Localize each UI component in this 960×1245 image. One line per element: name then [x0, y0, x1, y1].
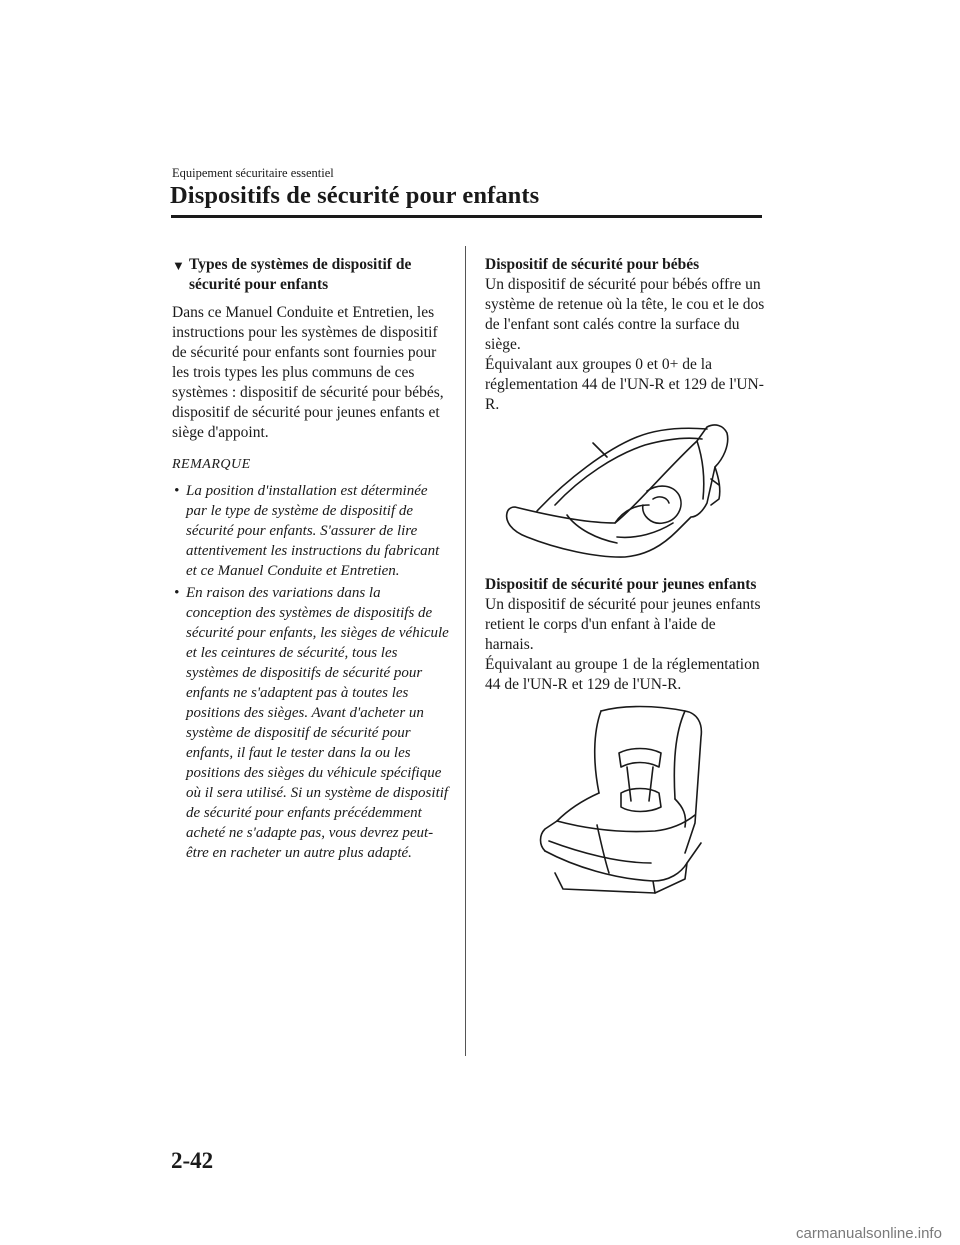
section-label: Equipement sécuritaire essentiel — [172, 166, 334, 180]
sub-heading-text: Types de systèmes de dispositif de sécurité pour enfants — [189, 256, 412, 293]
page-number: 2-42 — [171, 1148, 214, 1173]
right-column — [485, 255, 765, 897]
child-seat-description: Un dispositif de sécurité pour jeunes enfants retient le corps d'un enfant à l'aide de harnais. — [485, 596, 761, 653]
infant-seat-illustration — [497, 419, 733, 561]
page-title: Dispositifs de sécurité pour enfants — [170, 182, 540, 209]
sub-heading — [172, 255, 450, 295]
child-seat-equivalence: Équivalant au groupe 1 de la réglementation 44 de l'UN-R et 129 de l'UN-R. — [485, 656, 760, 693]
child-seat-heading: Dispositif de sécurité pour jeunes enfants — [485, 576, 757, 593]
watermark[interactable]: carmanualsonline.info — [796, 1225, 942, 1242]
note-list — [172, 481, 450, 863]
bullet-icon: • — [174, 585, 180, 601]
bullet-icon: • — [174, 483, 180, 499]
triangle-down-icon: ▼ — [172, 258, 185, 273]
title-rule — [171, 215, 762, 218]
note-item — [172, 481, 450, 581]
infant-seat-description: Un dispositif de sécurité pour bébés offre un système de retenue où la tête, le cou et le dos de l'enfant sont calés contre la surface du siège. — [485, 276, 765, 353]
note-text: En raison des variations dans la conception des systèmes de dispositifs de sécurité pour enfants, les sièges de véhicule et les ceintures de sécurité, tous les systèmes de dispositifs de sécurité pour enfants ne s'adaptent pas à toutes les positions des sièges. Avant d'acheter un système de dispositif de sécurité pour enfants, il faut le tester dans la ou les positions des sièges du véhicule spécifique où il sera utilisé. Si un système de dispositif de sécurité pour enfants précédemment acheté ne s'adapte pas, vous devrez peut-être en racheter un autre plus adapté. — [186, 585, 449, 861]
child-seat-illustration — [535, 703, 705, 897]
infant-seat-equivalence: Équivalant aux groupes 0 et 0+ de la réglementation 44 de l'UN-R et 129 de l'UN-R. — [485, 356, 764, 413]
intro-paragraph: Dans ce Manuel Conduite et Entretien, les instructions pour les systèmes de dispositif de sécurité pour enfants sont fournies pour les trois types les plus communs de ces systèmes : dispositif de sécurité pour bébés, dispositif de sécurité pour jeunes enfants et siège d'appoint. — [172, 304, 444, 441]
left-column — [172, 255, 450, 865]
note-text: La position d'installation est déterminée par le type de système de dispositif de sécurité pour enfants. S'assurer de lire attentivement les instructions du fabricant et ce Manuel Conduite et Entretien. — [186, 483, 440, 579]
note-label: REMARQUE — [172, 457, 251, 472]
infant-seat-heading: Dispositif de sécurité pour bébés — [485, 256, 700, 273]
column-divider — [465, 246, 466, 1056]
note-item — [172, 583, 450, 863]
